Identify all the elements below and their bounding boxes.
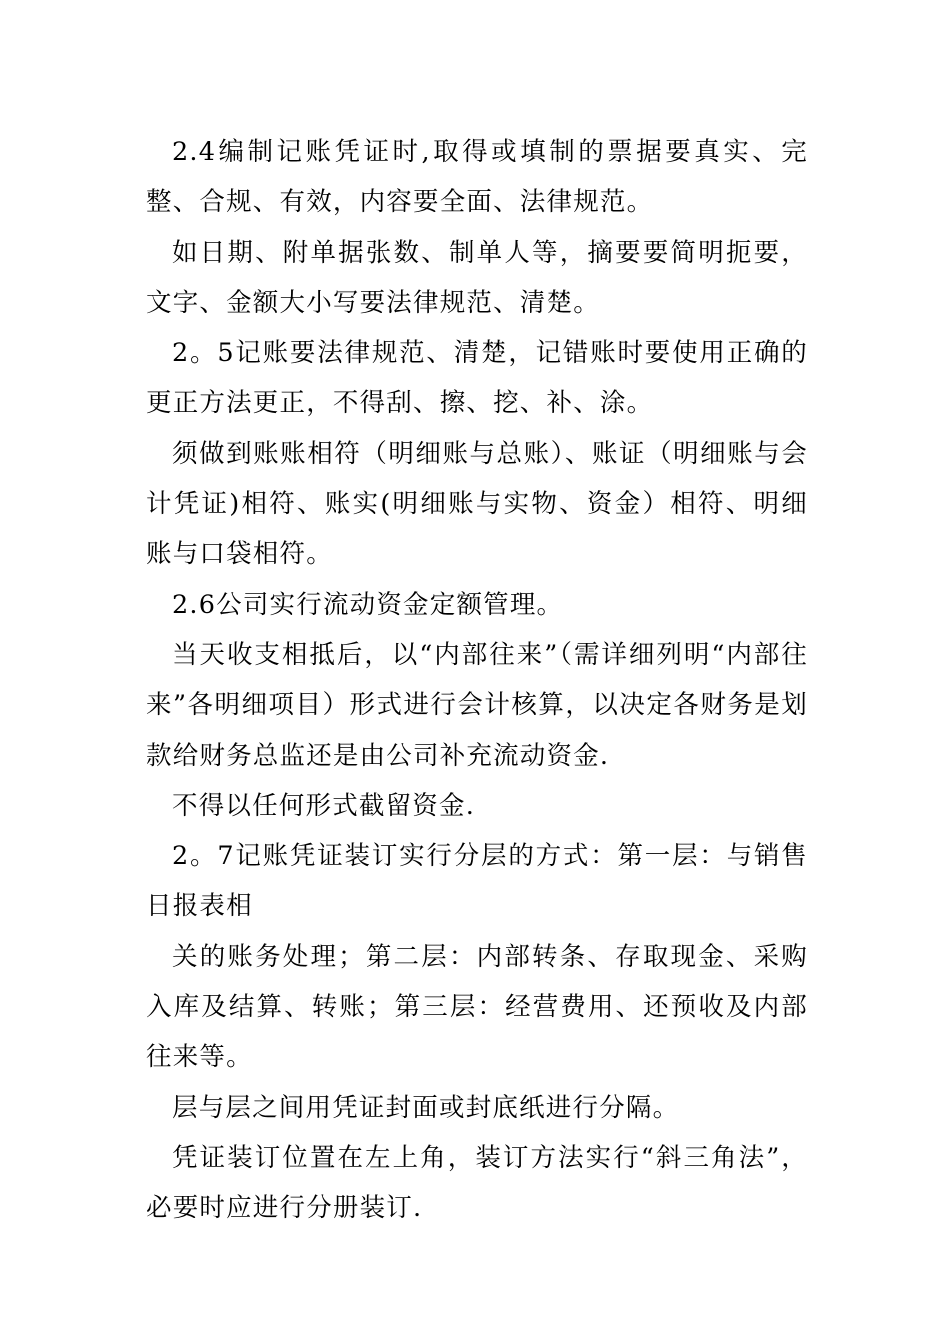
paragraph-reconciliation: 须做到账账相符（明细账与总账）、账证（明细账与会计凭证)相符、账实(明细账与实物、资金）相符、明细账与口袋相符。 — [146, 438, 808, 570]
paragraph-2-6: 2.6公司实行流动资金定额管理。 — [172, 589, 564, 620]
paragraph-date-summary: 如日期、附单据张数、制单人等，摘要要简明扼要，文字、金额大小写要法律规范、清楚。 — [146, 237, 808, 318]
paragraph-no-retention: 不得以任何形式截留资金. — [172, 790, 476, 821]
paragraph-internal-transfer: 当天收支相抵后，以“内部往来”（需详细列明“内部往来”各明细项目）形式进行会计核算，以决定各财务是划款给财务总监还是由公司补充流动资金. — [146, 639, 808, 771]
paragraph-layer-separation: 层与层之间用凭证封面或封底纸进行分隔。 — [172, 1092, 680, 1123]
document-body — [146, 127, 808, 1234]
paragraph-2-7: 2。7记账凭证装订实行分层的方式：第一层：与销售日报表相 — [146, 841, 808, 922]
paragraph-2-4: 2.4编制记账凭证时,取得或填制的票据要真实、完整、合规、有效，内容要全面、法律规范。 — [146, 137, 808, 218]
paragraph-layers: 关的账务处理；第二层：内部转条、存取现金、采购入库及结算、转账；第三层：经营费用、还预收及内部往来等。 — [146, 941, 808, 1073]
paragraph-2-5: 2。5记账要法律规范、清楚，记错账时要使用正确的更正方法更正，不得刮、擦、挖、补、涂。 — [146, 338, 808, 419]
paragraph-binding-position: 凭证装订位置在左上角，装订方法实行“斜三角法”，必要时应进行分册装订. — [146, 1142, 808, 1224]
